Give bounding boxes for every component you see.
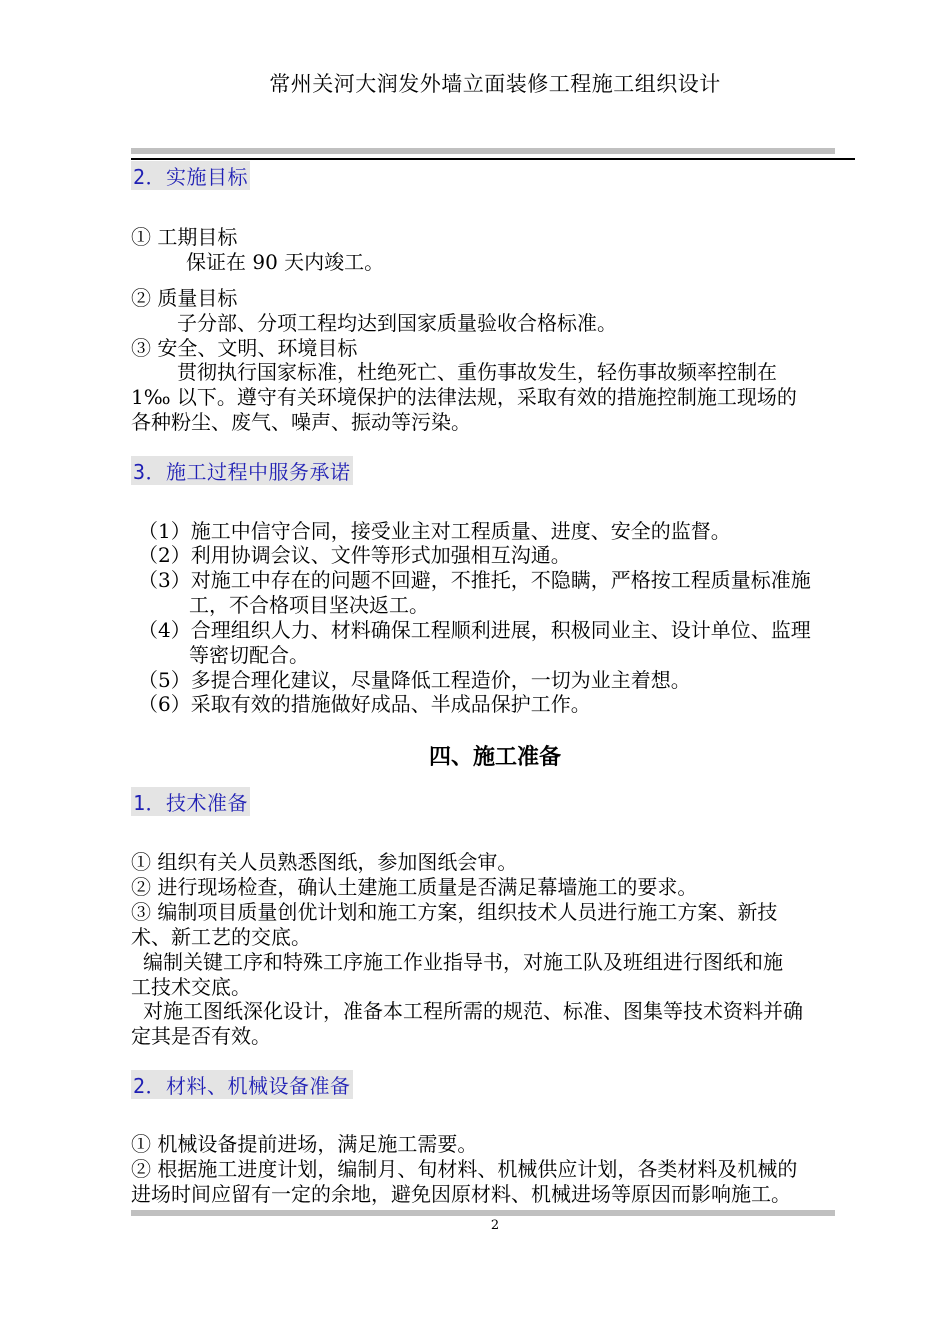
- page-header-title: 常州关河大润发外墙立面装修工程施工组织设计: [269, 72, 721, 96]
- tech-item-cont: 定其是否有效。: [131, 1024, 271, 1048]
- materials-item: ① 机械设备提前进场，满足施工需要。: [131, 1132, 478, 1156]
- promise-item: （3）对施工中存在的问题不回避，不推托，不隐瞒，严格按工程质量标准施: [138, 568, 811, 592]
- goal-quality-body: 子分部、分项工程均达到国家质量验收合格标准。: [177, 311, 617, 335]
- materials-item: ② 根据施工进度计划，编制月、旬材料、机械供应计划，各类材料及机械的: [131, 1157, 798, 1181]
- promise-item: （1）施工中信守合同，接受业主对工程质量、进度、安全的监督。: [138, 519, 731, 543]
- section-heading-goals: 2．实施目标: [131, 161, 250, 190]
- tech-item: 对施工图纸深化设计，准备本工程所需的规范、标准、图集等技术资料并确: [143, 999, 803, 1023]
- promise-item-cont: 工，不合格项目坚决返工。: [189, 593, 429, 617]
- goal-safety-body-line: 1‰ 以下。遵守有关环境保护的法律法规，采取有效的措施控制施工现场的: [131, 385, 797, 409]
- promise-item: （6）采取有效的措施做好成品、半成品保护工作。: [138, 692, 591, 716]
- materials-item-cont: 进场时间应留有一定的余地，避免因原材料、机械进场等原因而影响施工。: [131, 1182, 791, 1206]
- goal-schedule-body: 保证在 90 天内竣工。: [186, 250, 385, 274]
- page-number: 2: [490, 1218, 500, 1233]
- tech-item: ② 进行现场检查，确认土建施工质量是否满足幕墙施工的要求。: [131, 875, 698, 899]
- goal-safety-body-line: 贯彻执行国家标准，杜绝死亡、重伤事故发生，轻伤事故频率控制在: [177, 360, 777, 384]
- promise-item-cont: 等密切配合。: [189, 643, 309, 667]
- goal-safety-body-line: 各种粉尘、废气、噪声、振动等污染。: [131, 410, 471, 434]
- promise-item: （4）合理组织人力、材料确保工程顺利进展，积极同业主、设计单位、监理: [138, 618, 811, 642]
- promise-item: （5）多提合理化建议，尽量降低工程造价，一切为业主着想。: [138, 668, 691, 692]
- header-rule-gray: [131, 148, 835, 154]
- tech-item-cont: 术、新工艺的交底。: [131, 925, 311, 949]
- goal-quality-title: ② 质量目标: [131, 286, 238, 310]
- chapter-heading: 四、施工准备: [428, 744, 561, 770]
- tech-item: 编制关键工序和特殊工序施工作业指导书，对施工队及班组进行图纸和施: [143, 950, 783, 974]
- goal-safety-title: ③ 安全、文明、环境目标: [131, 336, 358, 360]
- promise-item: （2）利用协调会议、文件等形式加强相互沟通。: [138, 543, 571, 567]
- section-heading-tech: 1．技术准备: [131, 787, 250, 816]
- tech-item-cont: 工技术交底。: [131, 975, 251, 999]
- tech-item: ① 组织有关人员熟悉图纸，参加图纸会审。: [131, 850, 518, 874]
- goal-schedule-title: ① 工期目标: [131, 225, 238, 249]
- section-heading-promises: 3．施工过程中服务承诺: [131, 456, 353, 485]
- tech-item: ③ 编制项目质量创优计划和施工方案，组织技术人员进行施工方案、新技: [131, 900, 778, 924]
- header-rule-black: [131, 158, 855, 160]
- footer-rule-gray: [131, 1210, 835, 1216]
- section-heading-materials: 2．材料、机械设备准备: [131, 1070, 353, 1099]
